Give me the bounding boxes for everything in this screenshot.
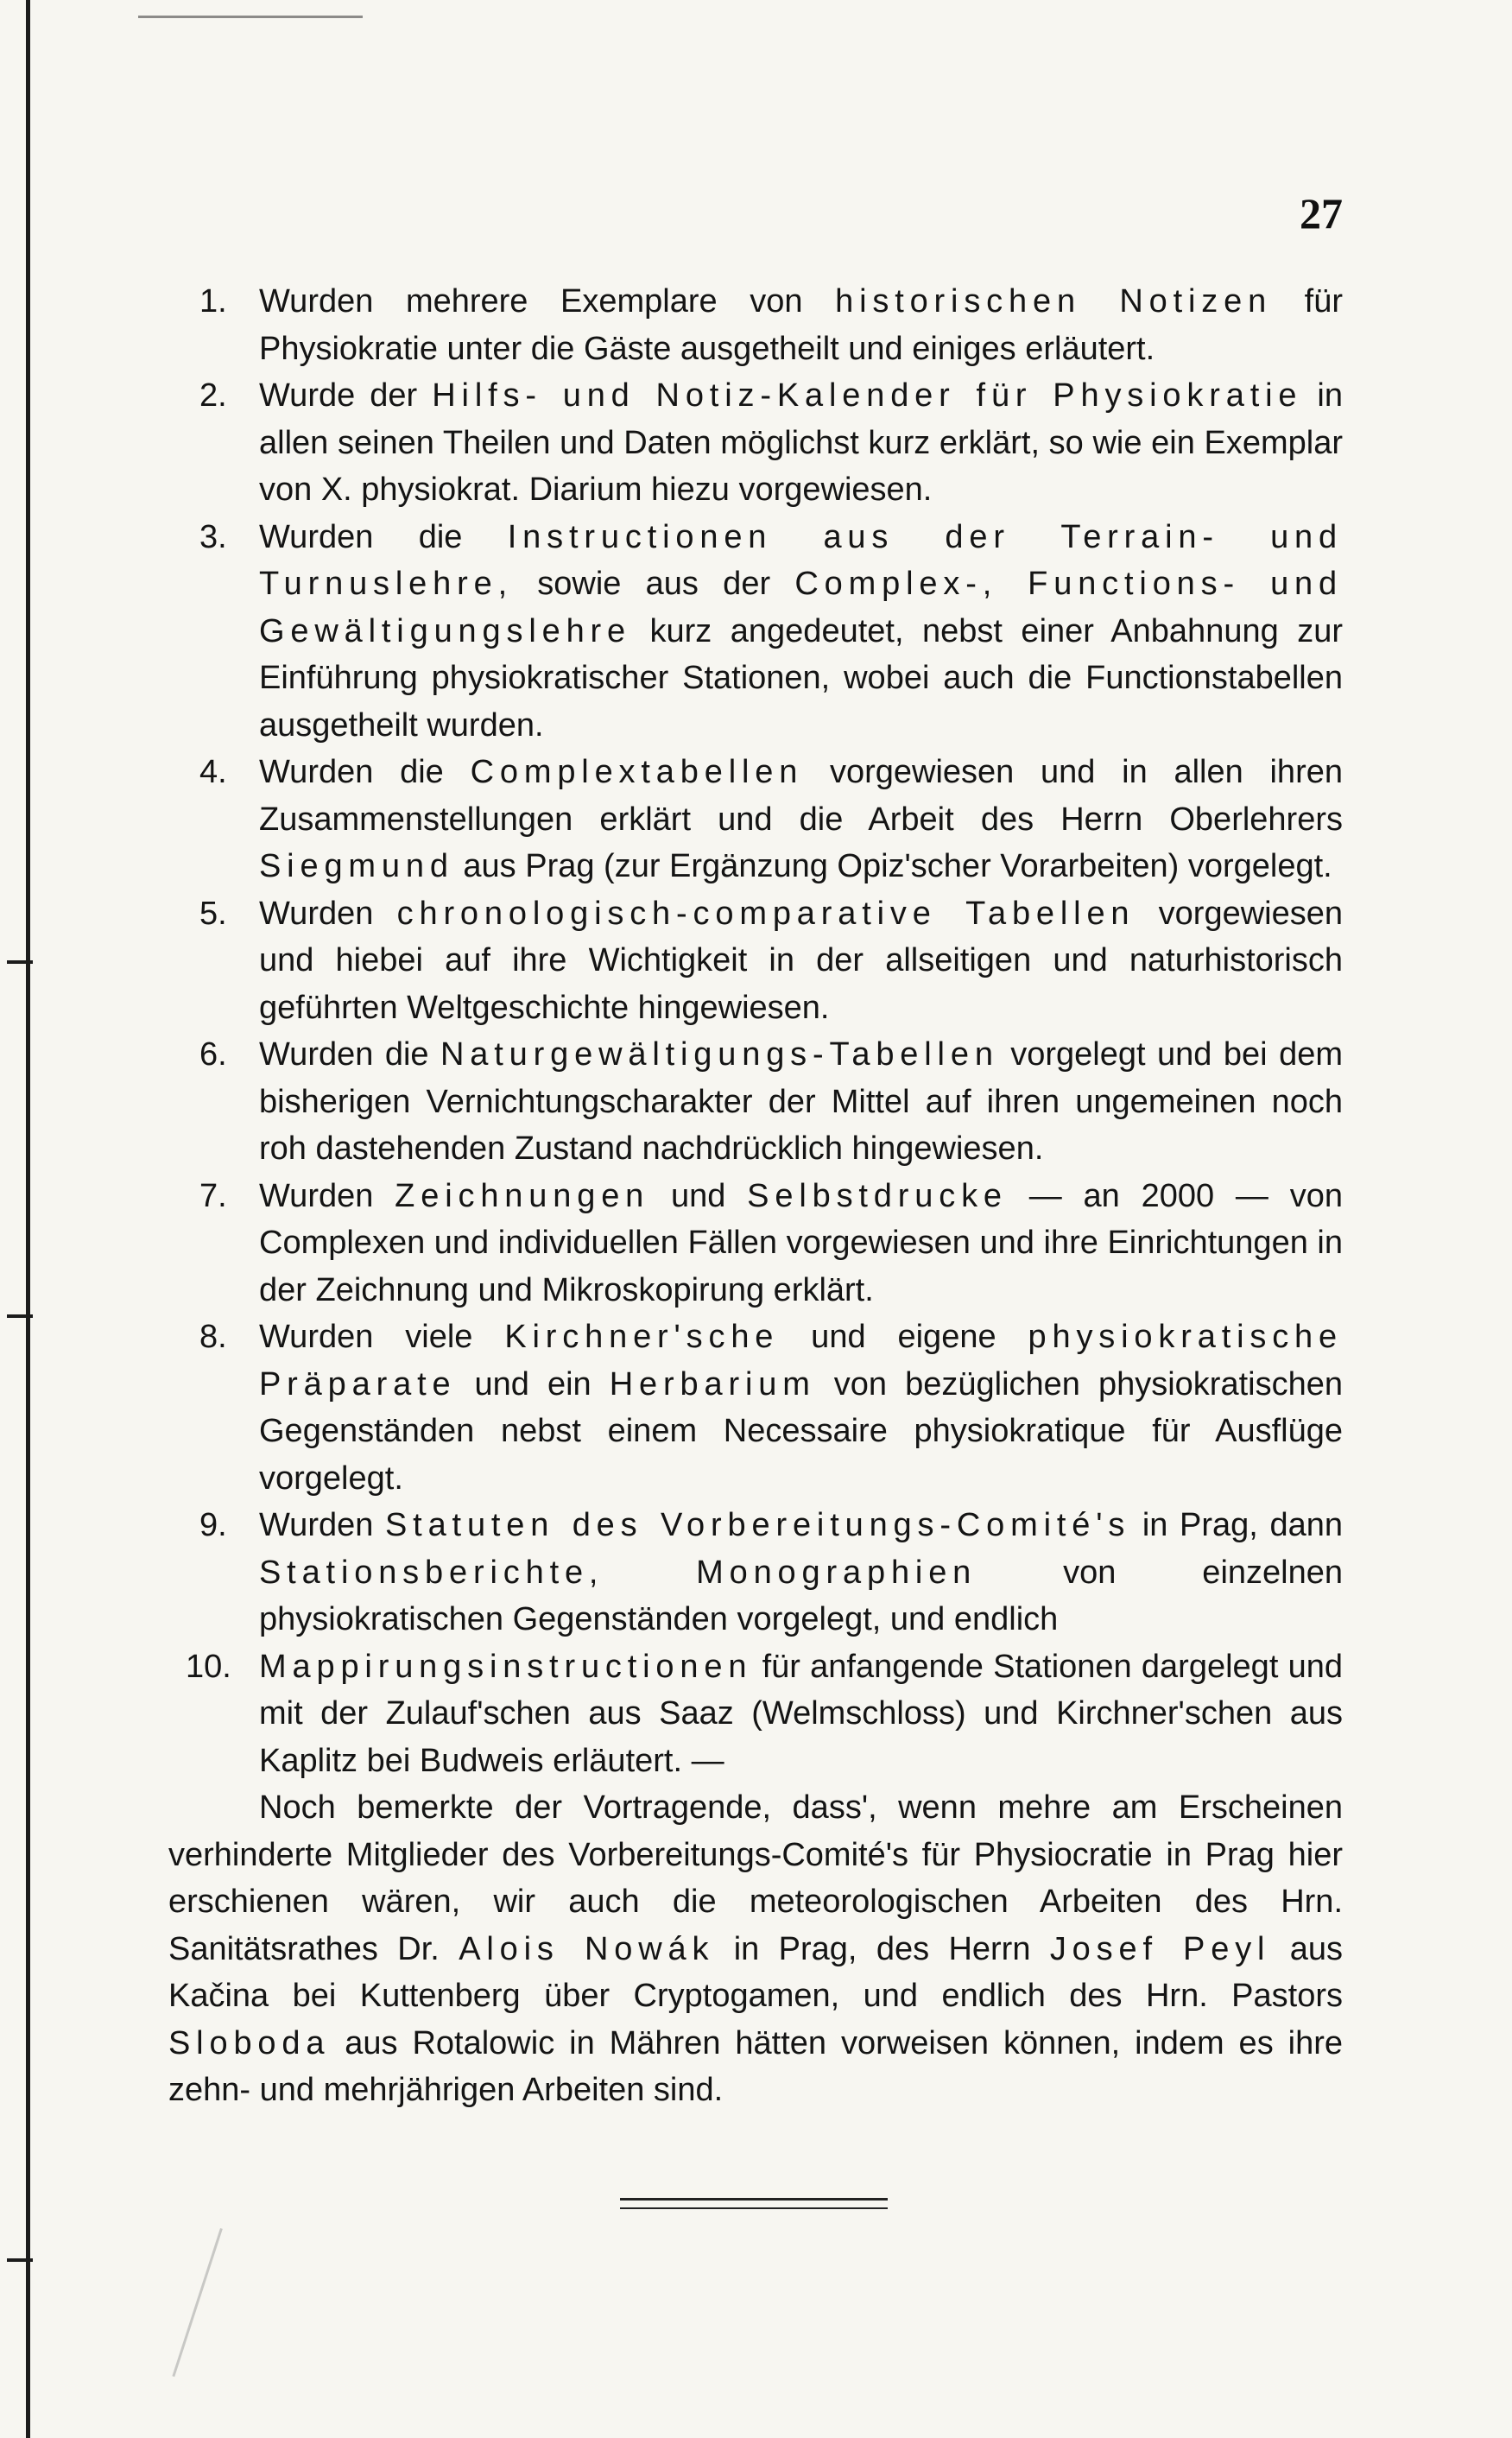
item-number: 4. bbox=[199, 754, 227, 790]
list-item bbox=[168, 1643, 1343, 1785]
item-number: 10. bbox=[186, 1648, 231, 1685]
item-text: aus Prag (zur Ergänzung Opiz'scher Vorarbeiten) vorgelegt. bbox=[453, 848, 1332, 884]
item-text: Wurde der bbox=[259, 377, 433, 414]
item-text: Wurden mehrere Exemplare von bbox=[259, 283, 836, 320]
item-text: Wurden die bbox=[259, 518, 508, 555]
margin-mark bbox=[7, 960, 33, 964]
item-text: sowie aus der bbox=[513, 566, 795, 602]
item-text: und ein bbox=[456, 1365, 610, 1403]
item-number: 7. bbox=[199, 1177, 227, 1214]
spaced-emphasis: Zeichnungen bbox=[395, 1177, 650, 1214]
top-edge-rule bbox=[138, 16, 363, 18]
list-item bbox=[168, 514, 1343, 750]
item-number: 5. bbox=[199, 895, 227, 932]
item-text: Wurden die bbox=[259, 1036, 440, 1073]
spaced-emphasis: Instructionen aus der Terrain- und Turnuslehre, bbox=[259, 518, 1344, 602]
item-text: Wurden bbox=[259, 1507, 385, 1543]
item-text: für Physiokratie unter die Gäste ausgetheilt und einiges erläutert. bbox=[259, 283, 1344, 367]
item-text: von bezüglichen physiokratischen Gegenständen nebst einem Necessaire physiokratique für Ausflüge vorgelegt. bbox=[259, 1365, 1343, 1497]
paragraph-text: aus Rotalowic in Mähren hätten vorweisen können, indem es ihre zehn- und mehrjährigen Arbeiten sind. bbox=[168, 2024, 1343, 2108]
binding-edge bbox=[26, 0, 30, 2438]
item-text: in Prag, dann bbox=[1130, 1507, 1343, 1543]
item-number: 3. bbox=[199, 518, 227, 555]
spaced-emphasis: historischen Notizen bbox=[835, 283, 1273, 320]
list-item bbox=[168, 372, 1343, 514]
item-number: 6. bbox=[199, 1036, 227, 1073]
item-text: und bbox=[649, 1177, 748, 1214]
item-text: kurz angedeutet, nebst einer Anbahnung zur Einführung physiokratischer Stationen, wobei auch die Functionstabellen ausgetheilt wurden. bbox=[259, 612, 1343, 744]
item-text: von einzelnen physiokratischen Gegenständen vorgelegt, und endlich bbox=[259, 1554, 1343, 1637]
main-text bbox=[168, 278, 1343, 2147]
paragraph-text: aus Kačina bei Kuttenberg über Cryptogamen, und endlich des Hrn. Pastors bbox=[168, 1930, 1343, 2014]
item-number: 8. bbox=[199, 1319, 227, 1355]
item-text: und eigene bbox=[779, 1319, 1028, 1355]
item-number: 2. bbox=[199, 377, 227, 414]
list-item bbox=[168, 1502, 1343, 1643]
spaced-emphasis: Alois Nowák bbox=[459, 1930, 715, 1967]
spaced-emphasis: Sloboda bbox=[168, 2024, 331, 2061]
list-item bbox=[168, 1031, 1343, 1173]
item-text: — an 2000 — von Complexen und individuellen Fällen vorgewiesen und ihre Einrichtungen in der Zeichnung und Mikroskopirung erklärt. bbox=[259, 1177, 1343, 1308]
closing-paragraph bbox=[168, 1784, 1343, 2114]
item-text: vorgewiesen und hiebei auf ihre Wichtigkeit in der allseitigen und naturhistorisch geführten Weltgeschichte hingewiesen. bbox=[259, 895, 1343, 1026]
list-item bbox=[168, 278, 1343, 372]
spaced-emphasis: Complex-, Functions- und Gewältigungslehre bbox=[259, 566, 1344, 649]
item-text: in allen seinen Theilen und Daten möglichst kurz erklärt, so wie ein Exemplar von X. physiokrat. Diarium hiezu vorgewiesen. bbox=[259, 377, 1343, 508]
item-text: für anfangende Stationen dargelegt und mit der Zulauf'schen aus Saaz (Welmschloss) und Kirchner'schen aus Kaplitz bei Budweis erläutert. — bbox=[259, 1648, 1343, 1779]
list-item bbox=[168, 890, 1343, 1032]
spaced-emphasis: Hilfs- und Notiz-Kalender für Physiokratie bbox=[432, 377, 1303, 414]
end-rule bbox=[620, 2198, 888, 2209]
spaced-emphasis: Kirchner'sche bbox=[504, 1319, 780, 1355]
spaced-emphasis: chronologisch-comparative Tabellen bbox=[396, 895, 1136, 932]
item-number: 9. bbox=[199, 1507, 227, 1543]
list-item bbox=[168, 749, 1343, 890]
spaced-emphasis: Naturgewältigungs-Tabellen bbox=[440, 1036, 999, 1073]
list-item bbox=[168, 1173, 1343, 1314]
spaced-emphasis: Herbarium bbox=[609, 1365, 816, 1403]
spaced-emphasis: Selbstdrucke bbox=[747, 1177, 1008, 1214]
spaced-emphasis: Josef Peyl bbox=[1049, 1930, 1271, 1967]
numbered-list bbox=[168, 278, 1343, 1784]
paragraph-text: in Prag, des Herrn bbox=[714, 1930, 1050, 1967]
paragraph-text: Noch bemerkte der Vortragende, dass', wenn mehre am Erscheinen verhinderte Mitglieder des Vorbereitungs-Comité's für Physiocratie in Prag hier erschienen wären, wir auch die meteorologischen Arbeiten des Hrn. Sanitätsrathes Dr. bbox=[168, 1789, 1343, 1967]
spaced-emphasis: Stationsberichte, Monographien bbox=[259, 1554, 977, 1591]
item-text: Wurden bbox=[259, 895, 397, 932]
spaced-emphasis: Complextabellen bbox=[470, 754, 804, 790]
stray-mark bbox=[172, 2228, 222, 2377]
item-text: Wurden viele bbox=[259, 1319, 505, 1355]
item-text: Wurden die bbox=[259, 754, 471, 790]
item-number: 1. bbox=[199, 283, 227, 320]
item-text: vorgewiesen und in allen ihren Zusammenstellungen erklärt und die Arbeit des Herrn Oberlehrers bbox=[259, 754, 1343, 838]
spaced-emphasis: Statuten des Vorbereitungs-Comité's bbox=[384, 1507, 1131, 1543]
margin-mark bbox=[7, 1314, 33, 1318]
list-item bbox=[168, 1314, 1343, 1502]
item-text: Wurden bbox=[259, 1177, 395, 1214]
margin-mark bbox=[7, 2258, 33, 2262]
spaced-emphasis: Mappirungsinstructionen bbox=[259, 1648, 753, 1685]
item-text: vorgelegt und bei dem bisherigen Vernichtungscharakter der Mittel auf ihren ungemeinen noch roh dastehenden Zustand nachdrücklich hingewiesen. bbox=[259, 1036, 1343, 1167]
spaced-emphasis: Siegmund bbox=[259, 848, 454, 884]
page-number: 27 bbox=[1300, 189, 1343, 237]
spaced-emphasis: physiokratische Präparate bbox=[259, 1319, 1343, 1403]
